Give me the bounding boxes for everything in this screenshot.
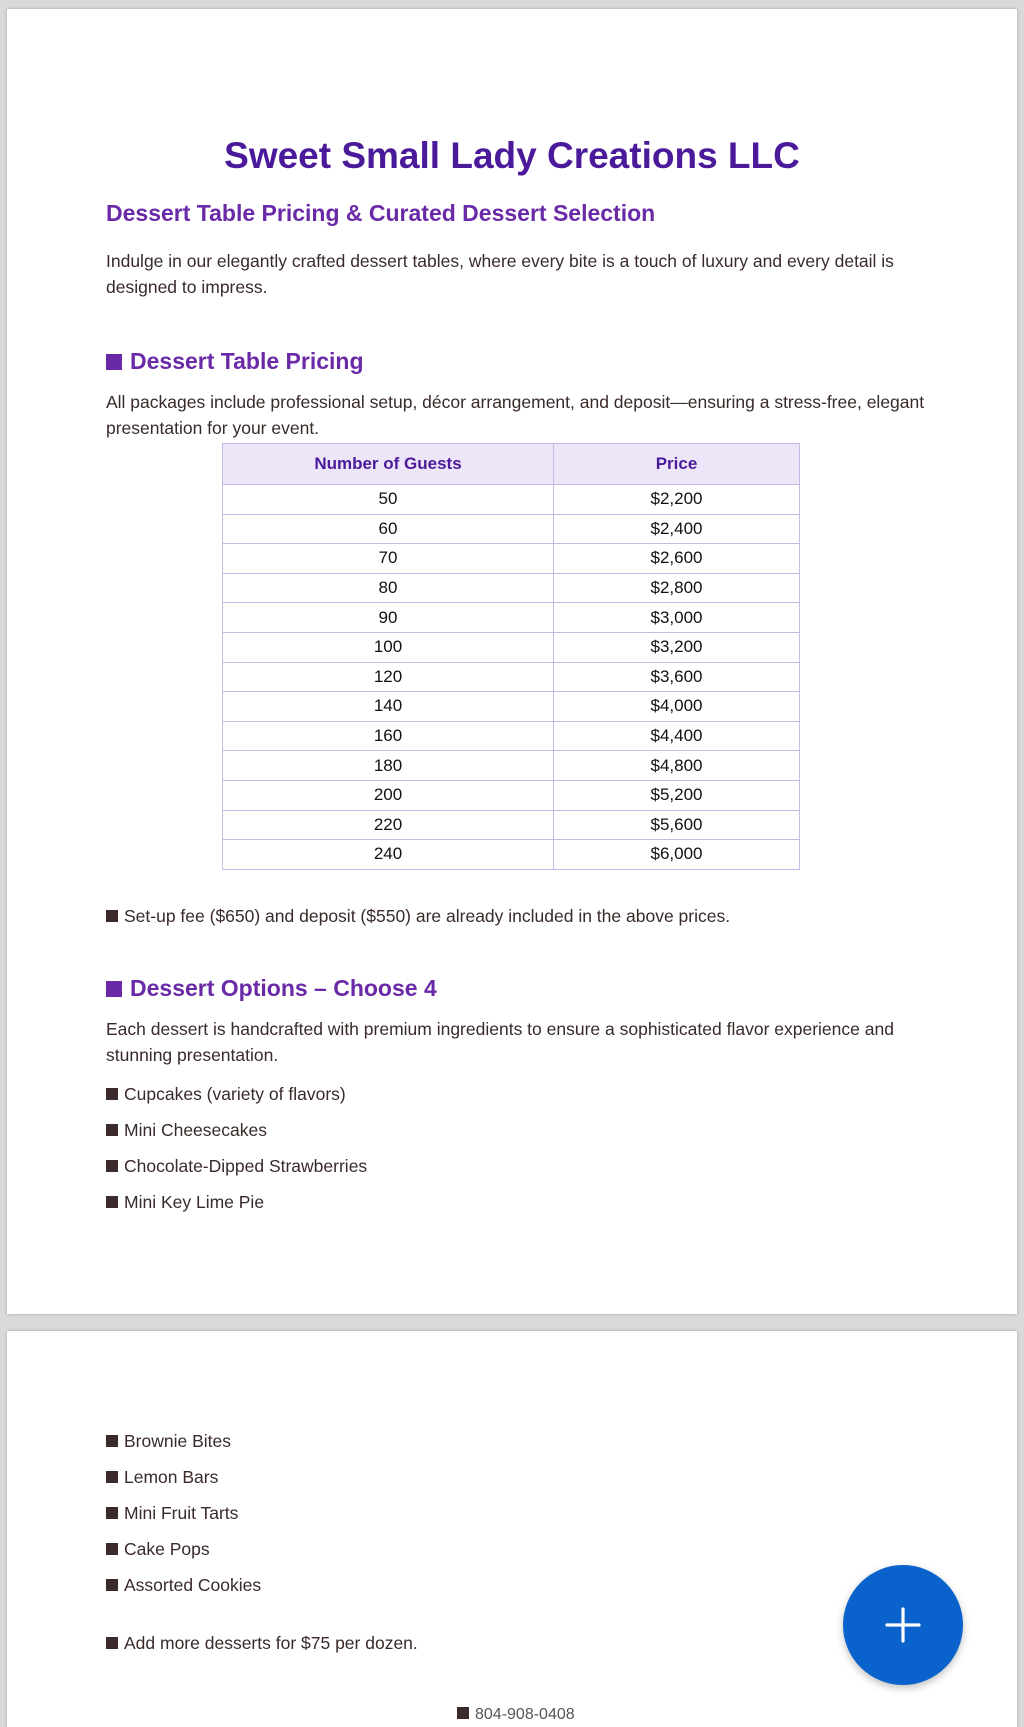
square-bullet-icon xyxy=(106,1160,118,1172)
pricing-table xyxy=(222,443,800,870)
list-item xyxy=(106,1539,210,1560)
dessert-option-label: Chocolate-Dipped Strawberries xyxy=(124,1156,368,1176)
pricing-description: All packages include professional setup, décor arrangement, and deposit—ensuring a stress-free, elegant presentation for your event. xyxy=(106,392,925,438)
dessert-option-label: Assorted Cookies xyxy=(124,1575,262,1595)
table-header-row xyxy=(223,444,800,485)
column-header-guests: Number of Guests xyxy=(223,444,554,485)
table-row xyxy=(223,544,800,574)
options-heading xyxy=(106,975,437,1002)
pricing-heading xyxy=(106,348,364,375)
table-row xyxy=(223,632,800,662)
guests-cell: 100 xyxy=(223,632,554,662)
square-bullet-icon xyxy=(106,1543,118,1555)
price-cell: $3,600 xyxy=(554,662,800,692)
dessert-option-label: Cupcakes (variety of flavors) xyxy=(124,1084,346,1104)
intro-paragraph: Indulge in our elegantly crafted dessert tables, where every bite is a touch of luxury and every detail is designed to impress. xyxy=(106,251,894,297)
square-bullet-icon xyxy=(106,910,118,922)
square-bullet-icon xyxy=(106,1507,118,1519)
dessert-option-label: Mini Cheesecakes xyxy=(124,1120,267,1140)
document-page-1 xyxy=(7,9,1017,1314)
guests-cell: 200 xyxy=(223,780,554,810)
footer-phone-text: 804-908-0408 xyxy=(475,1706,575,1723)
price-cell: $2,800 xyxy=(554,573,800,603)
options-description: Each dessert is handcrafted with premium ingredients to ensure a sophisticated flavor experience and stunning presentation. xyxy=(106,1019,894,1065)
guests-cell: 80 xyxy=(223,573,554,603)
list-item xyxy=(106,1120,267,1141)
square-bullet-icon xyxy=(106,1579,118,1591)
list-item xyxy=(106,1156,367,1177)
price-cell: $6,000 xyxy=(554,840,800,870)
table-row xyxy=(223,810,800,840)
square-bullet-icon xyxy=(106,981,122,997)
list-item xyxy=(106,1503,238,1524)
list-item xyxy=(106,1084,346,1105)
list-item xyxy=(106,1575,261,1596)
guests-cell: 160 xyxy=(223,721,554,751)
table-row xyxy=(223,692,800,722)
square-bullet-icon xyxy=(106,1435,118,1447)
table-row xyxy=(223,751,800,781)
table-row xyxy=(223,573,800,603)
price-cell: $4,400 xyxy=(554,721,800,751)
price-cell: $2,600 xyxy=(554,544,800,574)
options-heading-text: Dessert Options – Choose 4 xyxy=(130,975,437,1001)
dessert-option-label: Mini Key Lime Pie xyxy=(124,1192,265,1212)
square-bullet-icon xyxy=(106,1637,118,1649)
guests-cell: 120 xyxy=(223,662,554,692)
guests-cell: 90 xyxy=(223,603,554,633)
add-more-note-text: Add more desserts for $75 per dozen. xyxy=(124,1633,418,1653)
dessert-option-label: Lemon Bars xyxy=(124,1467,219,1487)
table-row xyxy=(223,780,800,810)
price-cell: $4,800 xyxy=(554,751,800,781)
guests-cell: 180 xyxy=(223,751,554,781)
table-row xyxy=(223,840,800,870)
guests-cell: 240 xyxy=(223,840,554,870)
plus-icon xyxy=(883,1605,923,1645)
square-bullet-icon xyxy=(106,1196,118,1208)
price-cell: $2,200 xyxy=(554,485,800,515)
square-bullet-icon xyxy=(457,1707,469,1719)
dessert-option-label: Brownie Bites xyxy=(124,1431,231,1451)
guests-cell: 50 xyxy=(223,485,554,515)
document-subtitle: Dessert Table Pricing & Curated Dessert Selection xyxy=(106,200,656,226)
guests-cell: 140 xyxy=(223,692,554,722)
price-cell: $4,000 xyxy=(554,692,800,722)
price-cell: $5,600 xyxy=(554,810,800,840)
table-row xyxy=(223,721,800,751)
table-row xyxy=(223,485,800,515)
square-bullet-icon xyxy=(106,1124,118,1136)
square-bullet-icon xyxy=(106,1471,118,1483)
price-cell: $3,200 xyxy=(554,632,800,662)
price-cell: $2,400 xyxy=(554,514,800,544)
setup-fee-note-text: Set-up fee ($650) and deposit ($550) are already included in the above prices. xyxy=(124,906,731,926)
list-item xyxy=(106,1192,264,1213)
column-header-price: Price xyxy=(554,444,800,485)
guests-cell: 220 xyxy=(223,810,554,840)
add-more-note xyxy=(106,1633,418,1654)
guests-cell: 60 xyxy=(223,514,554,544)
table-row xyxy=(223,662,800,692)
dessert-option-label: Cake Pops xyxy=(124,1539,210,1559)
list-item xyxy=(106,1467,218,1488)
list-item xyxy=(106,1431,231,1452)
price-cell: $5,200 xyxy=(554,780,800,810)
price-cell: $3,000 xyxy=(554,603,800,633)
dessert-option-label: Mini Fruit Tarts xyxy=(124,1503,239,1523)
pricing-heading-text: Dessert Table Pricing xyxy=(130,348,364,374)
add-button[interactable] xyxy=(843,1565,963,1685)
guests-cell: 70 xyxy=(223,544,554,574)
setup-fee-note xyxy=(106,906,730,927)
square-bullet-icon xyxy=(106,354,122,370)
footer-phone xyxy=(457,1706,575,1724)
company-title: Sweet Small Lady Creations LLC xyxy=(224,135,800,176)
table-row xyxy=(223,603,800,633)
square-bullet-icon xyxy=(106,1088,118,1100)
table-row xyxy=(223,514,800,544)
